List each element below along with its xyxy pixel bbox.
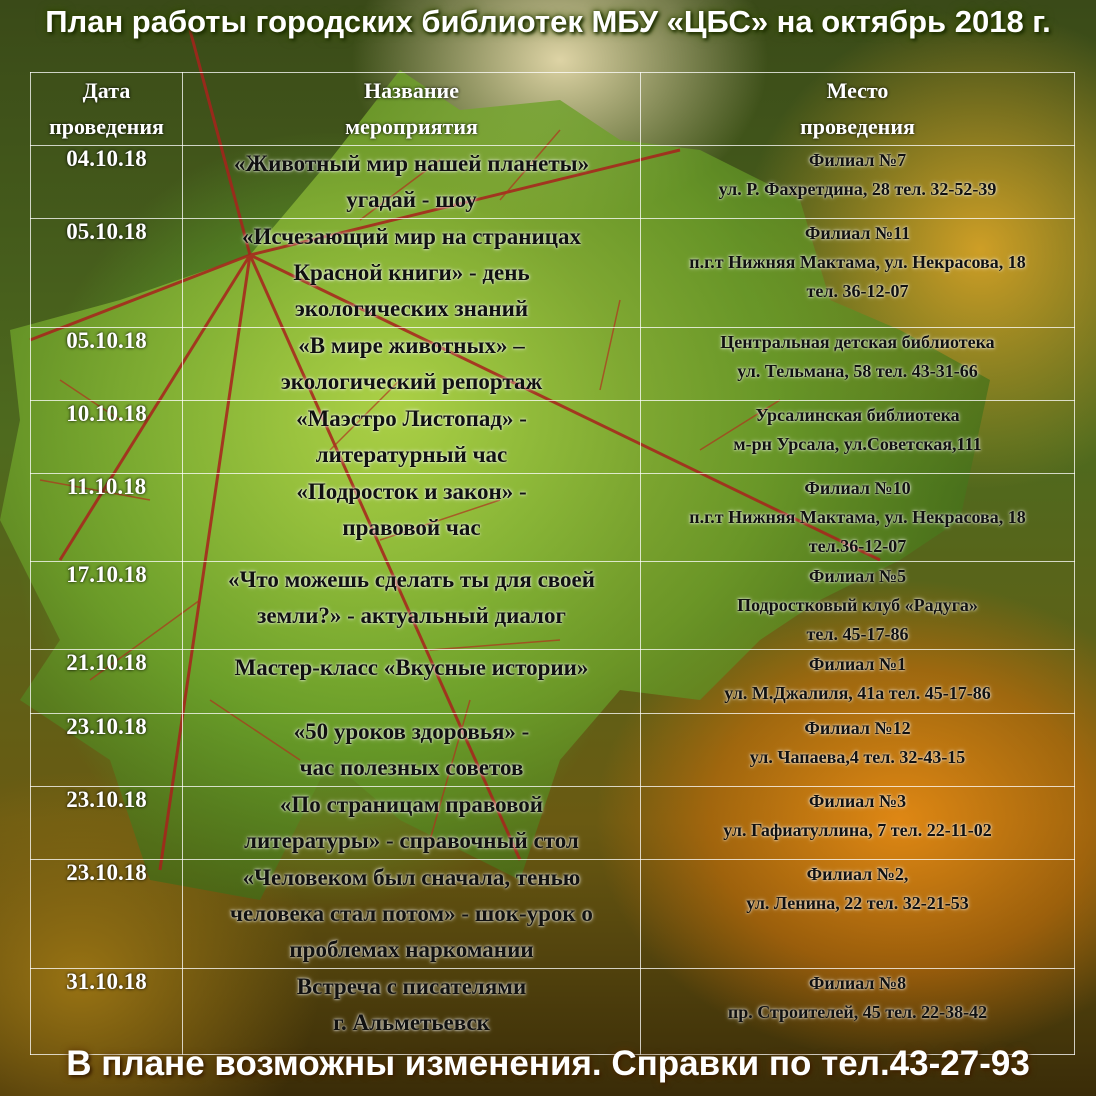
- event-date: 21.10.18: [31, 650, 183, 714]
- event-location: Филиал №8 пр. Строителей, 45 тел. 22-38-42: [641, 969, 1075, 1055]
- header-date: Дата проведения: [31, 73, 183, 146]
- event-name: Мастер-класс «Вкусные истории»: [183, 650, 641, 714]
- table-header-row: [31, 73, 1075, 146]
- event-name: «В мире животных» – экологический репортаж: [183, 328, 641, 401]
- event-date: 05.10.18: [31, 219, 183, 328]
- events-table: [30, 72, 1075, 1055]
- table-row: [31, 562, 1075, 650]
- event-date: 23.10.18: [31, 714, 183, 787]
- event-location: Филиал №3 ул. Гафиатуллина, 7 тел. 22-11-02: [641, 787, 1075, 860]
- table-row: [31, 650, 1075, 714]
- event-date: 04.10.18: [31, 146, 183, 219]
- event-location: Филиал №11 п.г.т Нижняя Мактама, ул. Некрасова, 18 тел. 36-12-07: [641, 219, 1075, 328]
- event-date: 23.10.18: [31, 787, 183, 860]
- event-name: «По страницам правовой литературы» - справочный стол: [183, 787, 641, 860]
- footer-note: В плане возможны изменения. Справки по тел.43-27-93: [66, 1044, 1030, 1083]
- event-location: Филиал №1 ул. М.Джалиля, 41а тел. 45-17-86: [641, 650, 1075, 714]
- header-event-name: Название мероприятия: [183, 73, 641, 146]
- table-row: [31, 860, 1075, 969]
- event-date: 10.10.18: [31, 401, 183, 474]
- event-date: 11.10.18: [31, 474, 183, 562]
- table-row: [31, 787, 1075, 860]
- table-row: [31, 401, 1075, 474]
- event-date: 17.10.18: [31, 562, 183, 650]
- event-name: «Подросток и закон» - правовой час: [183, 474, 641, 562]
- table-row: [31, 714, 1075, 787]
- event-name: Встреча с писателями г. Альметьевск: [183, 969, 641, 1055]
- table-row: [31, 219, 1075, 328]
- event-name: «Что можешь сделать ты для своей земли?» - актуальный диалог: [183, 562, 641, 650]
- page-title: План работы городских библиотек МБУ «ЦБС» на октябрь 2018 г.: [45, 4, 1051, 39]
- event-location: Центральная детская библиотека ул. Тельмана, 58 тел. 43-31-66: [641, 328, 1075, 401]
- event-location: Филиал №10 п.г.т Нижняя Мактама, ул. Некрасова, 18 тел.36-12-07: [641, 474, 1075, 562]
- event-name: «50 уроков здоровья» - час полезных советов: [183, 714, 641, 787]
- event-date: 31.10.18: [31, 969, 183, 1055]
- event-name: «Исчезающий мир на страницах Красной книги» - день экологических знаний: [183, 219, 641, 328]
- event-location: Филиал №5 Подростковый клуб «Радуга» тел. 45-17-86: [641, 562, 1075, 650]
- event-date: 05.10.18: [31, 328, 183, 401]
- table-row: [31, 328, 1075, 401]
- event-name: «Человеком был сначала, тенью человека стал потом» - шок-урок о проблемах наркомании: [183, 860, 641, 969]
- table-row: [31, 474, 1075, 562]
- event-location: Филиал №2, ул. Ленина, 22 тел. 32-21-53: [641, 860, 1075, 969]
- event-name: «Животный мир нашей планеты» угадай - шоу: [183, 146, 641, 219]
- event-name: «Маэстро Листопад» - литературный час: [183, 401, 641, 474]
- header-location: Место проведения: [641, 73, 1075, 146]
- event-date: 23.10.18: [31, 860, 183, 969]
- event-location: Урсалинская библиотека м-рн Урсала, ул.Советская,111: [641, 401, 1075, 474]
- table-row: [31, 146, 1075, 219]
- table-row: [31, 969, 1075, 1055]
- event-location: Филиал №7 ул. Р. Фахретдина, 28 тел. 32-52-39: [641, 146, 1075, 219]
- event-location: Филиал №12 ул. Чапаева,4 тел. 32-43-15: [641, 714, 1075, 787]
